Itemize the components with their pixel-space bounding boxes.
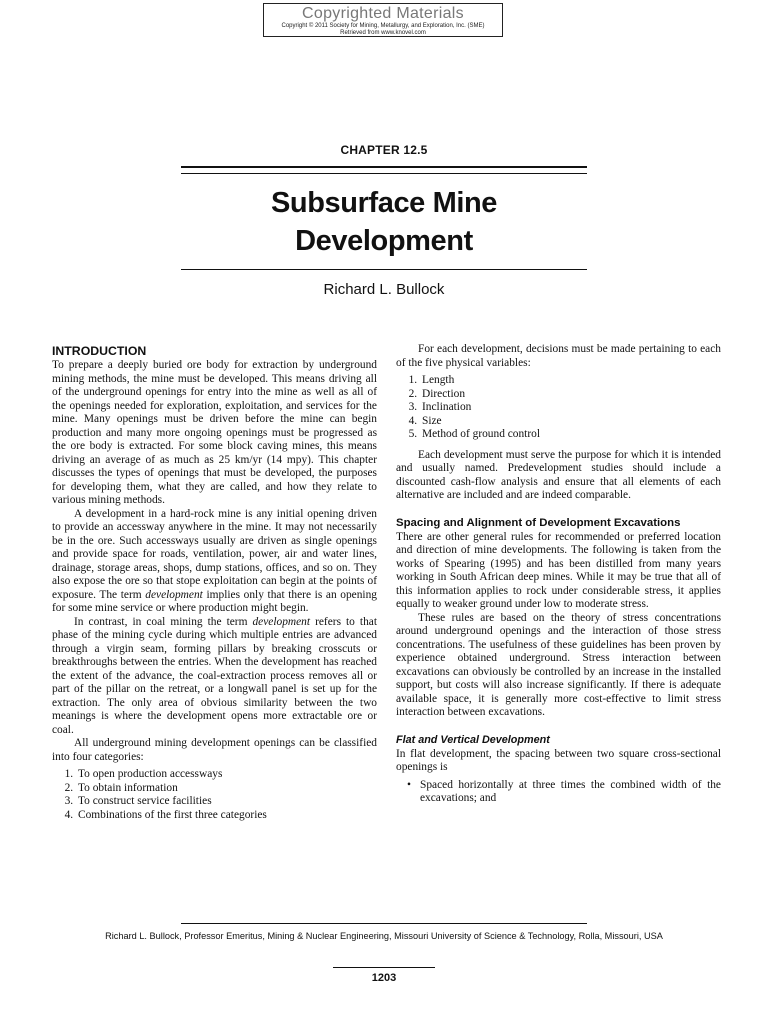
list-item: • Spaced horizontally at three times the combined width of the excavations; and bbox=[407, 778, 721, 804]
paragraph: There are other general rules for recommended or preferred location and direction of mine developments. The following is taken from the works of Spearing (1995) and has been distilled from many years working in South African deep mines. While it may be true that all of this information applies to rock under considerable stress, it applies equally to weaker ground under low to moderate stress. bbox=[396, 530, 721, 610]
chapter-label: CHAPTER 12.5 bbox=[340, 143, 428, 157]
list-item: 4. Size bbox=[420, 415, 721, 429]
chapter-title-line-2: Development bbox=[295, 225, 473, 257]
list-item: 1. To open production accessways bbox=[76, 768, 377, 782]
author: Richard L. Bullock bbox=[323, 281, 445, 298]
paragraph: For each development, decisions must be made pertaining to each of the five physical variables: bbox=[396, 343, 721, 369]
section-heading-spacing: Spacing and Alignment of Development Excavations bbox=[396, 516, 681, 529]
paragraph: A development in a hard-rock mine is any initial opening driven to provide an accessway anywhere in the mine. It may not necessarily be in the ore. Such accessways usually are driven as single openings and provide space for roads, ventilation, power, air and water lines, drainage, storage areas, shops, dump stations, offices, and so on. They also expose the ore so that stope exploitation can begin at the points of exposure. The term development implies only that there is an opening for some mine service or where production might begin. bbox=[52, 507, 377, 614]
copyright-title: Copyrighted Materials bbox=[302, 5, 464, 22]
right-column bbox=[396, 343, 721, 806]
variable-list bbox=[396, 374, 721, 442]
chapter-title-line-1: Subsurface Mine bbox=[270, 187, 498, 219]
category-list bbox=[52, 768, 377, 822]
copyright-line-2: Retrieved from www.knovel.com bbox=[340, 30, 426, 36]
paragraph: These rules are based on the theory of stress concentrations around underground openings and the interaction of those stress concentrations. The usefulness of these guidelines has been proven by experience obtained underground. Stress interaction between excavations can obviously be controlled by an increase in the installed support, but costs will also increase significantly. If there is adequate available space, it is generally more cost-effective to limit stress interaction between excavations. bbox=[396, 611, 721, 718]
bullet-list bbox=[396, 779, 721, 806]
bullet-icon: • bbox=[407, 778, 411, 791]
copyright-box bbox=[263, 3, 503, 37]
list-item: 5. Method of ground control bbox=[420, 428, 721, 442]
author-footnote: Richard L. Bullock, Professor Emeritus, Mining & Nuclear Engineering, Missouri University of Science & Technology, Rolla, Missouri, USA bbox=[105, 931, 663, 941]
chapter-title bbox=[0, 184, 768, 260]
list-item: 1. Length bbox=[420, 374, 721, 388]
title-rule bbox=[181, 269, 587, 270]
page-number-rule bbox=[333, 967, 435, 968]
section-heading-introduction: INTRODUCTION bbox=[52, 344, 147, 358]
list-item: 3. To construct service facilities bbox=[76, 795, 377, 809]
paragraph: To prepare a deeply buried ore body for extraction by underground mining methods, the mine must be developed. This means driving all of the underground openings for entry into the mine as well as all of the openings needed for exploration, exploitation, and services for the mine. Many openings must be driven before the mine can begin production and many more ongoing openings must be progressed as the ore body is extracted. For some block caving mines, this means driving an average of as much as 25 km/yr (14 mpy). This chapter discusses the types of openings that must be developed, the purposes for developing them, what they are called, and how they relate to various mining methods. bbox=[52, 359, 377, 506]
paragraph: Each development must serve the purpose for which it is intended and usually named. Predevelopment studies should include a discounted cash-flow analysis and ensure that all elements of each alternative are included and are indeed comparable. bbox=[396, 448, 721, 501]
copyright-line-1: Copyright © 2011 Society for Mining, Metallurgy, and Exploration, Inc. (SME) bbox=[281, 23, 485, 29]
paragraph: All underground mining development openings can be classified into four categories: bbox=[52, 737, 377, 763]
chapter-rule-thick bbox=[181, 166, 587, 168]
section-heading-flat-vertical: Flat and Vertical Development bbox=[396, 733, 550, 746]
list-item: 2. Direction bbox=[420, 388, 721, 402]
chapter-rule-thin bbox=[181, 173, 587, 174]
list-item: 3. Inclination bbox=[420, 401, 721, 415]
paragraph: In flat development, the spacing between two square cross-sectional openings is bbox=[396, 747, 721, 773]
page-number: 1203 bbox=[371, 972, 397, 984]
left-column bbox=[52, 343, 377, 826]
list-item: 2. To obtain information bbox=[76, 782, 377, 796]
paragraph: In contrast, in coal mining the term development refers to that phase of the mining cycle during which multiple entries are advanced through a virgin seam, forming pillars by breaking crosscuts or breakthroughs between the entries. When the development has reached the extent of the advance, the coal-extraction process removes all or part of the pillar on the retreat, or a longwall panel is set up for the extraction. The only area of obvious similarity between the two meanings is where the development opens more extractable ore or coal. bbox=[52, 615, 377, 736]
footnote-rule bbox=[181, 923, 587, 924]
list-item: 4. Combinations of the first three categories bbox=[76, 809, 377, 823]
